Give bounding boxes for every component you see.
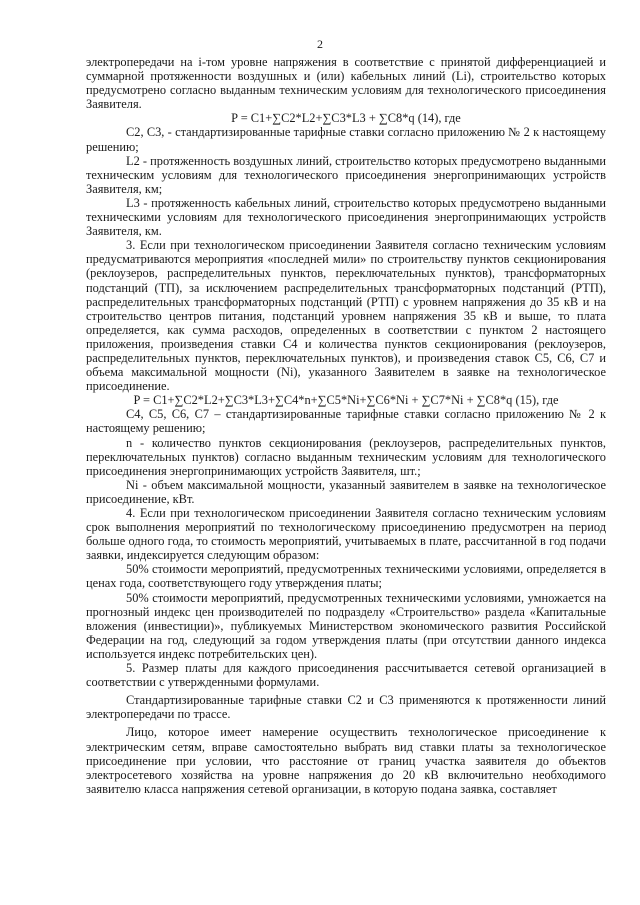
paragraph-applicant-choice: Лицо, которое имеет намерение осуществить технологическое присоединение к электрическим сетям, вправе самостоятельно выбрать вид ставки платы за технологическое присоединение при условии, что расстояние от границ участка заявителя до объектов электросетевого хозяйства на уровне напряжения до 20 кВ включительно необходимого заявителю класса напряжения сетевой организации, в которую подана заявка, составляет (86, 725, 606, 796)
paragraph-continuation: электропередачи на i-том уровне напряжения в соответствие с принятой дифференциацией и суммарной протяженности воздушных и (или) кабельных линий (Li), строительство которых предусмотрено согласно выданным техническим условиям для технологического присоединения Заявителя. (86, 55, 606, 112)
document-body (86, 55, 606, 796)
paragraph-c2-c3-definition: C2, C3, - стандартизированные тарифные ставки согласно приложению № 2 к настоящему решению; (86, 125, 606, 154)
paragraph-50-percent-first: 50% стоимости мероприятий, предусмотренных техническими условиями, определяется в ценах года, соответствующего году утверждения платы; (86, 562, 606, 591)
paragraph-c4-c7-definition: C4, C5, C6, C7 – стандартизированные тарифные ставки согласно приложению № 2 к настоящему решению; (86, 407, 606, 436)
page-number: 2 (317, 37, 323, 51)
paragraph-item-5: 5. Размер платы для каждого присоединения рассчитывается сетевой организацией в соответствии с утвержденными формулами. (86, 661, 606, 690)
paragraph-item-4: 4. Если при технологическом присоединении Заявителя согласно техническим условиям срок выполнения мероприятий по технологическому присоединению предусмотрен на период больше одного года, то стоимость мероприятий, учитываемых в плате, рассчитанной в год подачи заявки, индексируется следующим образом: (86, 506, 606, 563)
paragraph-rates-c2-c3: Стандартизированные тарифные ставки C2 и C3 применяются к протяженности линий электропередачи по трассе. (86, 693, 606, 722)
paragraph-50-percent-second: 50% стоимости мероприятий, предусмотренных техническими условиями, умножается на прогнозный индекс цен производителей по подразделу «Строительство» раздела «Капитальные вложения (инвестиции)», публикуемых Министерством экономического развития Российской Федерации на год, следующий за годом утверждения платы (при отсутствии данного индекса используется индекс потребительских цен). (86, 590, 606, 661)
formula-15: P = C1+∑C2*L2+∑C3*L3+∑C4*n+∑C5*Ni+∑C6*Ni + ∑C7*Ni + ∑C8*q (15), где (133, 393, 559, 408)
paragraph-n-definition: n - количество пунктов секционирования (реклоузеров, распределительных пунктов, переключательных пунктов) согласно выданным техническим условиям для технологического присоединения энергопринимающих устройств Заявителя, шт.; (86, 435, 606, 478)
paragraph-item-3: 3. Если при технологическом присоединении Заявителя согласно техническим условиям предусматриваются мероприятия «последней мили» по строительству пунктов секционирования (реклоузеров, распределительных пунктов, переключательных пунктов), трансформаторных подстанций (ТП), за исключением распределительных трансформаторных подстанций (РТП), распределительных трансформаторных подстанций (РТП) с уровнем напряжения до 35 кВ и на строительство центров питания, подстанций уровнем напряжения 35 кВ и выше, то плата определяется, как сумма расходов, определенных в соответствии с пунктом 2 настоящего приложения, произведения ставки C4 и количества пунктов секционирования (реклоузеров, распределительных пунктов, переключательных пунктов), и произведения ставок C5, C6, C7 и объема максимальной мощности (Ni), указанного Заявителем в заявке на технологическое присоединение. (86, 238, 606, 394)
paragraph-ni-definition: Ni - объем максимальной мощности, указанный заявителем в заявке на технологическое присоединение, кВт. (86, 477, 606, 506)
formula-14: P = C1+∑C2*L2+∑C3*L3 + ∑C8*q (14), где (231, 111, 461, 126)
paragraph-l3-definition: L3 - протяженность кабельных линий, строительство которых предусмотрено выданными техническими условиям для технологического присоединения энергопринимающих устройств Заявителя, км. (86, 195, 606, 239)
paragraph-l2-definition: L2 - протяженность воздушных линий, строительство которых предусмотрено выданными техническим условиям для технологического присоединения энергопринимающих устройств Заявителя, км; (86, 153, 606, 196)
